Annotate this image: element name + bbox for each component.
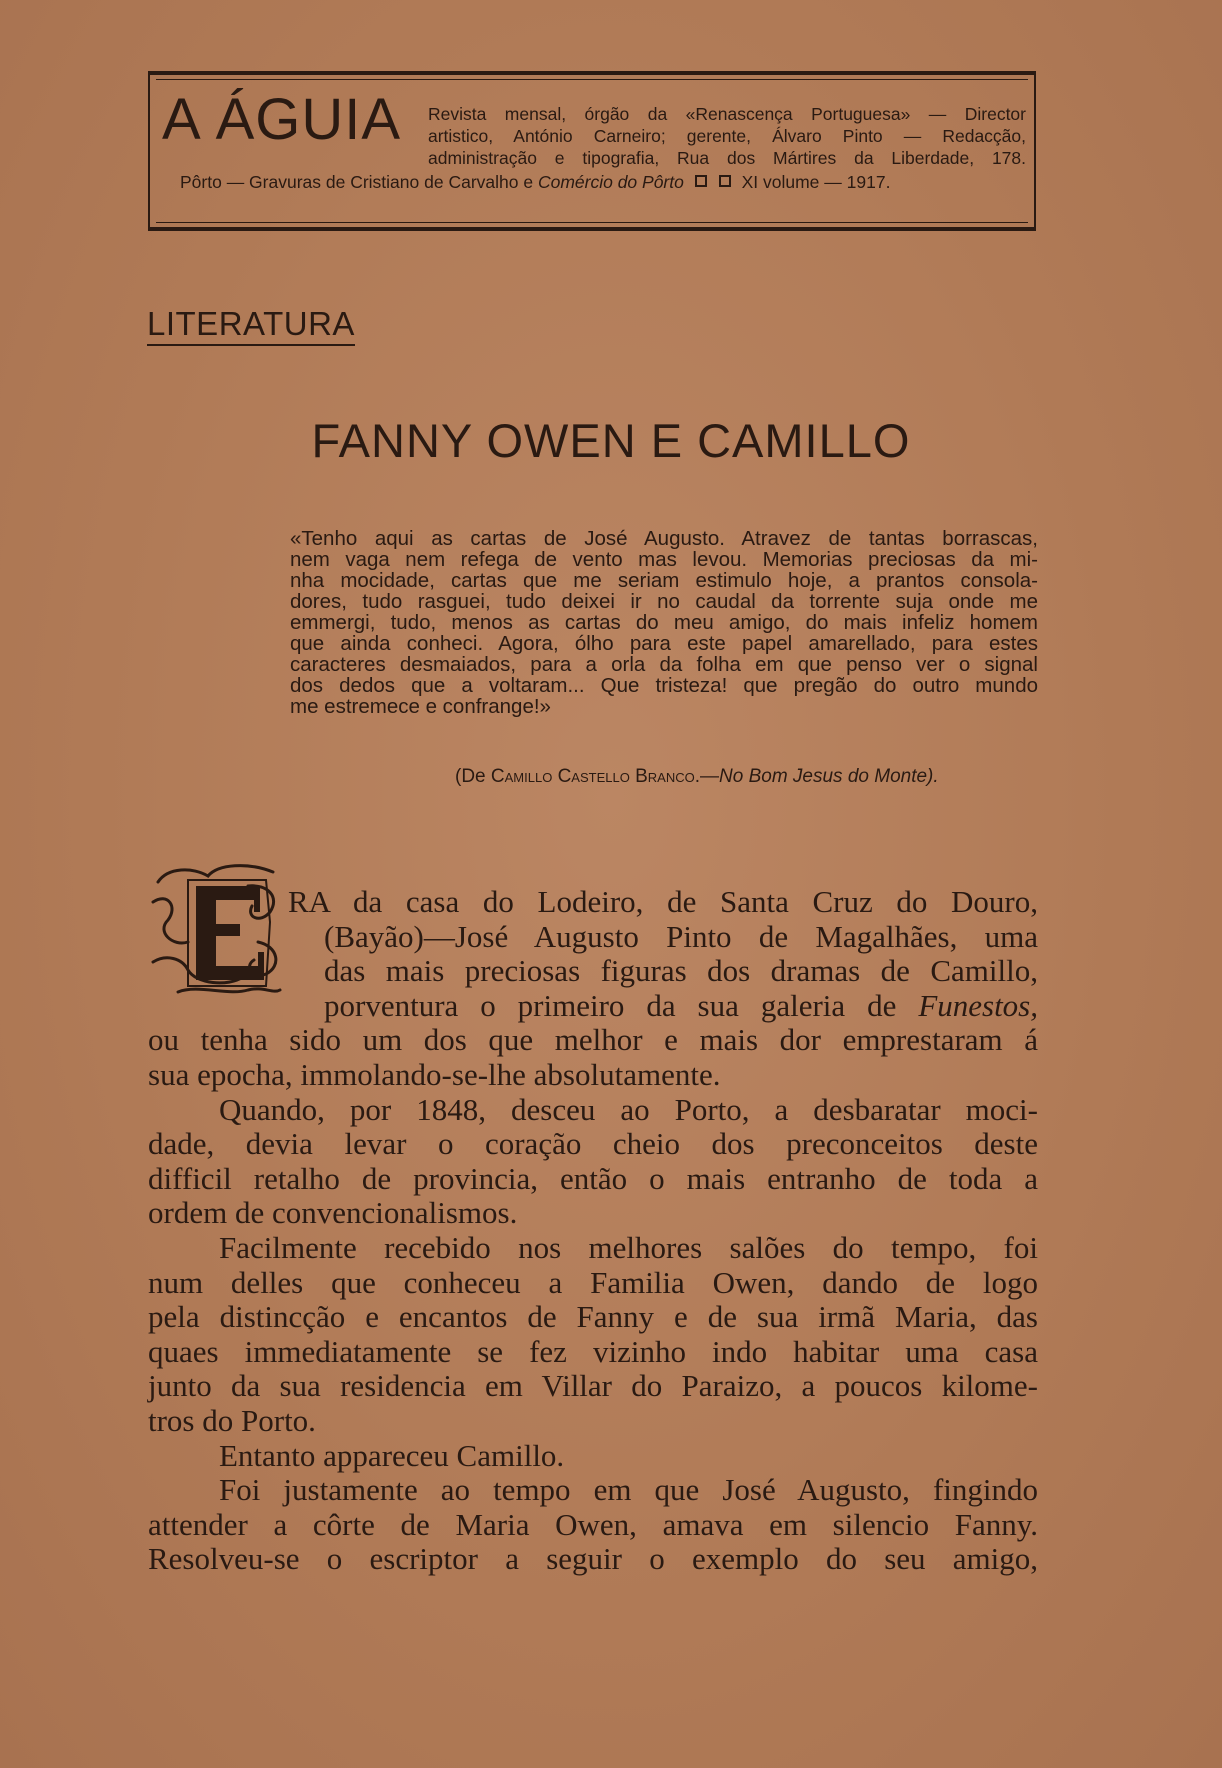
body-line: Facilmente recebido nos melhores salões do tempo, foi: [219, 1229, 1038, 1265]
body-line: dade, devia levar o coração cheio dos preconceitos deste: [148, 1126, 1038, 1162]
body-line: junto da sua residencia em Villar do Paraizo, a poucos kilome-: [148, 1368, 1038, 1404]
section-heading: LITERATURA: [147, 307, 355, 346]
masthead-description: [428, 103, 1026, 169]
body-line: difficil retalho de provincia, então o mais entranho de toda a: [148, 1160, 1038, 1196]
masthead-line: administração e tipografia, Rua dos Mártires da Liberdade, 178.: [428, 148, 1026, 168]
epigraph-line: caracteres desmaiados, para a orla da folha em que penso ver o signal: [290, 653, 1038, 676]
dropcap-letter: E: [226, 946, 227, 947]
body-line: RA da casa do Lodeiro, de Santa Cruz do Douro,: [288, 884, 1038, 919]
masthead-line: artistico, António Carneiro; gerente, Álvaro Pinto — Redacção,: [428, 126, 1026, 146]
body-line: quaes immediatamente se fez vizinho indo habitar uma casa: [148, 1333, 1038, 1369]
source-prefix: (De: [455, 766, 486, 787]
body-line: (Bayão)—José Augusto Pinto de Magalhães, uma: [324, 918, 1038, 954]
masthead: [148, 71, 1036, 231]
article-body: [148, 885, 1038, 1577]
body-line: attender a côrte de Maria Owen, amava em silencio Fanny.: [148, 1506, 1038, 1542]
imprint-prefix: Pôrto — Gravuras de Cristiano de Carvalho e: [180, 172, 534, 192]
epigraph-line: dores, tudo rasguei, tudo deixei ir no caudal da torrente suja onde me: [290, 590, 1038, 613]
epigraph-line: «Tenho aqui as cartas de José Augusto. Atravez de tantas borrascas,: [290, 527, 1038, 550]
epigraph-line: dos dedos que a voltaram... Que tristeza! que pregão do outro mundo: [290, 674, 1038, 697]
square-ornament-icon: [719, 175, 731, 187]
body-line: Foi justamente ao tempo em que José Augusto, fingindo: [219, 1472, 1038, 1508]
body-line: Resolveu-se o escriptor a seguir o exemplo do seu amigo,: [148, 1541, 1038, 1577]
masthead-imprint: [180, 171, 1026, 193]
epigraph-source: [455, 766, 995, 788]
body-line: Quando, por 1848, desceu ao Porto, a desbaratar moci-: [219, 1091, 1038, 1127]
body-line: ou tenha sido um dos que melhor e mais dor emprestaram á: [148, 1022, 1038, 1058]
imprint-volume: XI volume — 1917.: [741, 172, 891, 192]
source-work: No Bom Jesus do Monte).: [719, 766, 939, 787]
body-line: num delles que conheceu a Familia Owen, dando de logo: [148, 1264, 1038, 1300]
body-line: [148, 989, 1038, 1024]
source-author: Camillo Castello Branco.—: [490, 766, 720, 787]
epigraph-line: que ainda conheci. Agora, ólho para este papel amarellado, para estes: [290, 632, 1038, 655]
epigraph: [290, 528, 1038, 717]
article-title: FANNY OWEN E CAMILLO: [311, 414, 911, 467]
body-line: pela distincção e encantos de Fanny e de sua irmã Maria, das: [148, 1299, 1038, 1335]
body-line-text: porventura o primeiro da sua galeria de: [324, 987, 897, 1023]
body-line: Entanto appareceu Camillo.: [219, 1437, 565, 1473]
body-line: das mais preciosas figuras dos dramas de Camillo,: [324, 953, 1038, 989]
epigraph-line: nha mocidade, cartas que me seriam estimulo hoje, a prantos consola-: [290, 569, 1038, 592]
body-line: tros do Porto.: [148, 1402, 316, 1438]
square-ornament-icon: [695, 175, 707, 187]
epigraph-line: me estremece e confrange!»: [290, 695, 551, 718]
epigraph-line: emmergi, tudo, menos as cartas do meu amigo, do mais infeliz homem: [290, 611, 1038, 634]
masthead-line: Revista mensal, órgão da «Renascença Portuguesa» — Director: [428, 104, 1026, 124]
body-line-italic: Funestos,: [918, 987, 1038, 1023]
imprint-printer: Comércio do Pôrto: [537, 172, 684, 192]
body-line: sua epocha, immolando-se-lhe absolutamente.: [148, 1056, 721, 1092]
journal-title: A ÁGUIA: [162, 87, 402, 152]
epigraph-line: nem vaga nem refega de vento mas levou. Memorias preciosas da mi-: [290, 548, 1038, 571]
body-line: ordem de convencionalismos.: [148, 1195, 518, 1231]
